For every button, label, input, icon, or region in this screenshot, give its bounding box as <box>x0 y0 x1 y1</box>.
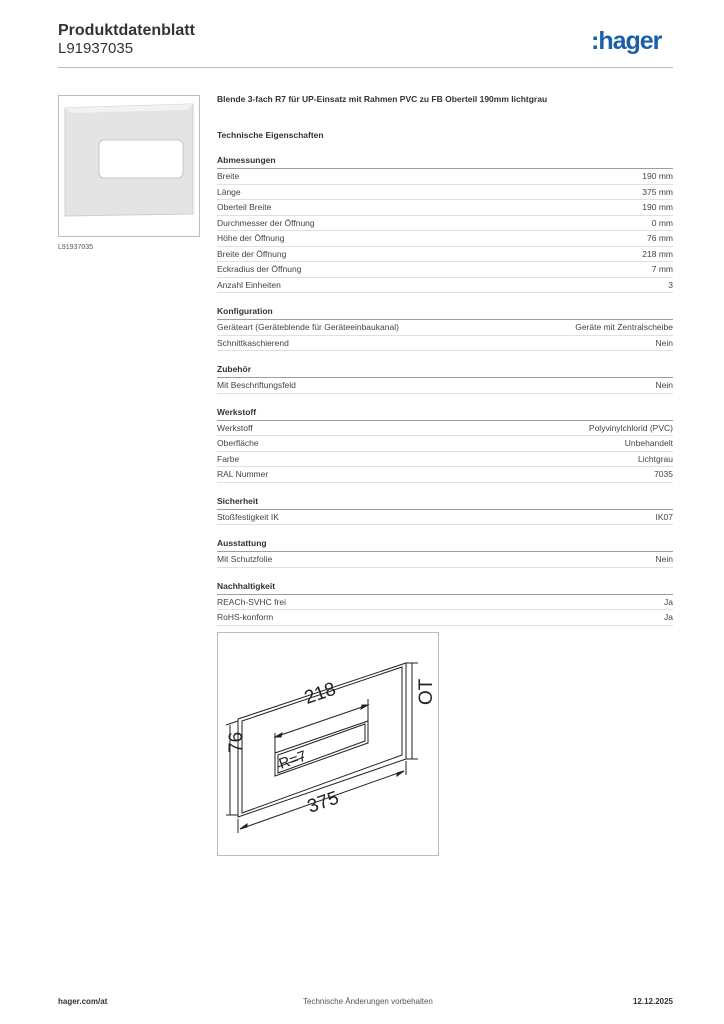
spec-row <box>217 278 673 294</box>
spec-value: IK07 <box>655 511 673 522</box>
spec-row <box>217 200 673 216</box>
spec-value: 0 mm <box>651 217 673 228</box>
spec-sections <box>217 155 673 626</box>
spec-section <box>217 538 673 568</box>
spec-label: Oberfläche <box>217 438 259 449</box>
spec-value: Nein <box>655 380 673 391</box>
spec-row <box>217 595 673 611</box>
svg-text::hager: :hager <box>591 27 662 55</box>
footer-website[interactable]: hager.com/at <box>58 997 108 1006</box>
spec-value: Unbehandelt <box>624 438 673 449</box>
content <box>217 94 673 655</box>
spec-row <box>217 436 673 452</box>
spec-value: 190 mm <box>642 171 673 182</box>
spec-label: Geräteart (Geräteblende für Geräteeinbaukanal) <box>217 322 399 333</box>
section-title: Nachhaltigkeit <box>217 581 673 595</box>
spec-label: REACh-SVHC frei <box>217 596 286 607</box>
spec-label: Oberteil Breite <box>217 202 272 213</box>
section-title: Sicherheit <box>217 496 673 510</box>
spec-label: Stoßfestigkeit IK <box>217 511 279 522</box>
spec-value: 375 mm <box>642 186 673 197</box>
spec-section <box>217 306 673 351</box>
dim-height-label: 76 <box>226 731 247 753</box>
spec-label: RAL Nummer <box>217 469 269 480</box>
dim-width-label: 218 <box>301 678 339 709</box>
dim-radius-label: R=7 <box>276 747 309 773</box>
spec-value: Polyvinylchlorid (PVC) <box>588 422 673 433</box>
spec-row <box>217 610 673 626</box>
thumbnail-caption: L91937035 <box>58 244 94 251</box>
spec-row <box>217 378 673 394</box>
section-title: Ausstattung <box>217 538 673 552</box>
footer-notice: Technische Änderungen vorbehalten <box>303 997 433 1006</box>
spec-label: Breite der Öffnung <box>217 248 287 259</box>
spec-row <box>217 452 673 468</box>
dim-ot-label: OT <box>416 678 437 705</box>
spec-value: 7035 <box>654 469 673 480</box>
spec-section <box>217 407 673 483</box>
spec-section <box>217 496 673 526</box>
footer-date: 12.12.2025 <box>632 997 673 1006</box>
spec-row <box>217 552 673 568</box>
spec-value: Lichtgrau <box>638 453 673 464</box>
spec-row <box>217 421 673 437</box>
spec-value: Nein <box>655 337 673 348</box>
spec-label: Eckradius der Öffnung <box>217 264 302 275</box>
spec-value: 7 mm <box>651 264 673 275</box>
spec-label: Durchmesser der Öffnung <box>217 217 315 228</box>
spec-section <box>217 155 673 293</box>
spec-row <box>217 262 673 278</box>
header-divider <box>58 67 673 68</box>
section-title: Abmessungen <box>217 155 673 169</box>
spec-value: Ja <box>664 612 673 623</box>
spec-label: Länge <box>217 186 241 197</box>
product-image <box>59 96 199 236</box>
spec-section <box>217 364 673 394</box>
spec-value: 190 mm <box>642 202 673 213</box>
spec-row <box>217 185 673 201</box>
spec-row <box>217 336 673 352</box>
spec-value: Ja <box>664 596 673 607</box>
dimension-drawing <box>218 633 438 855</box>
spec-row <box>217 231 673 247</box>
product-code: L91937035 <box>58 40 134 57</box>
tech-heading: Technische Eigenschaften <box>217 130 324 140</box>
spec-value: 218 mm <box>642 248 673 259</box>
spec-row <box>217 467 673 483</box>
spec-label: Anzahl Einheiten <box>217 279 281 290</box>
header-title: Produktdatenblatt <box>58 22 195 39</box>
hager-logo <box>591 26 675 58</box>
spec-label: Werkstoff <box>217 422 253 433</box>
product-thumbnail <box>58 95 200 237</box>
spec-label: Breite <box>217 171 240 182</box>
technical-drawing <box>217 632 439 856</box>
spec-row <box>217 247 673 263</box>
spec-value: 3 <box>668 279 673 290</box>
section-title: Konfiguration <box>217 306 673 320</box>
section-title: Werkstoff <box>217 407 673 421</box>
spec-row <box>217 320 673 336</box>
spec-row <box>217 216 673 232</box>
spec-label: Mit Beschriftungsfeld <box>217 380 296 391</box>
section-title: Zubehör <box>217 364 673 378</box>
spec-section <box>217 581 673 626</box>
spec-value: 76 mm <box>647 233 673 244</box>
spec-label: RoHS-konform <box>217 612 274 623</box>
dim-length-label: 375 <box>304 787 342 818</box>
spec-value: Nein <box>655 554 673 565</box>
spec-row <box>217 510 673 526</box>
product-description: Blende 3-fach R7 für UP-Einsatz mit Rahmen PVC zu FB Oberteil 190mm lichtgrau <box>217 94 548 104</box>
spec-value: Geräte mit Zentralscheibe <box>575 322 673 333</box>
spec-label: Mit Schutzfolie <box>217 554 273 565</box>
spec-row <box>217 169 673 185</box>
spec-label: Schnittkaschierend <box>217 337 289 348</box>
spec-label: Farbe <box>217 453 240 464</box>
spec-label: Höhe der Öffnung <box>217 233 285 244</box>
